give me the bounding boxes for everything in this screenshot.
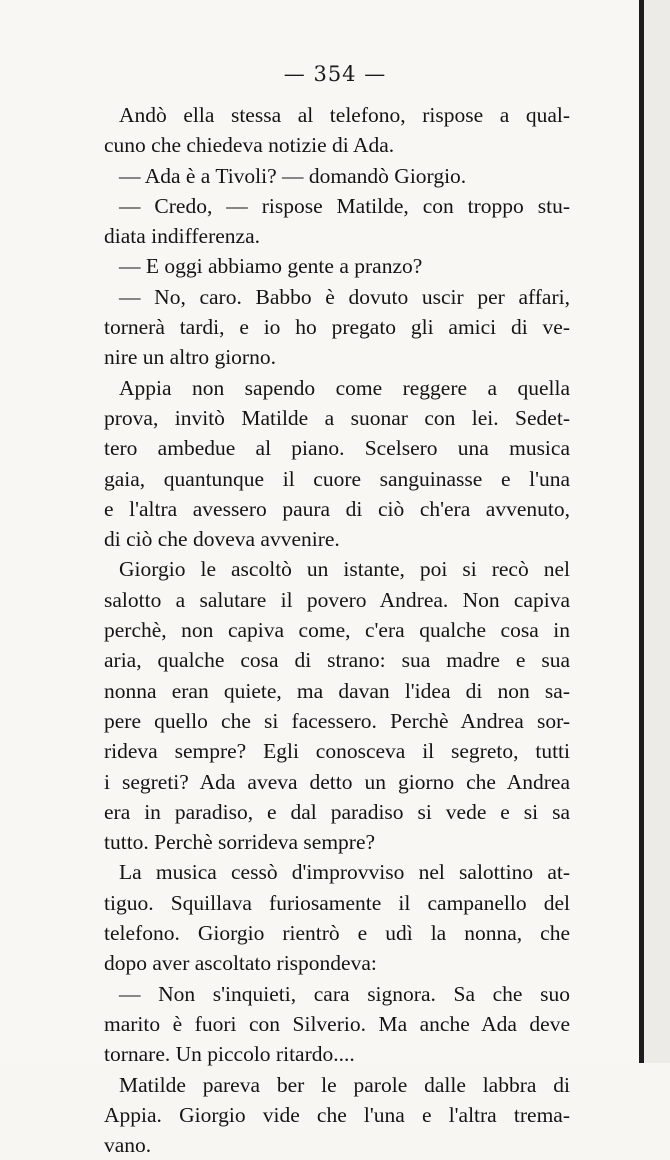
text-line: dopo aver ascoltato rispondeva: (104, 951, 377, 976)
text-line: era in paradiso, e dal paradiso si vede e si sa (104, 799, 570, 824)
text-line: aria, qualche cosa di strano: sua madre e sua (104, 648, 570, 673)
text-line: Appia. Giorgio vide che l'una e l'altra trema- (104, 1102, 570, 1127)
text-line: cuno che chiedeva notizie di Ada. (104, 133, 395, 158)
text-line: — Credo, — rispose Matilde, con troppo stu- (119, 193, 570, 218)
text-line: — Ada è a Tivoli? — domandò Giorgio. (119, 163, 467, 188)
text-line: diata indifferenza. (104, 224, 260, 249)
text-line: salotto a salutare il povero Andrea. Non capiva (104, 587, 570, 612)
page-edge-line (639, 0, 644, 1063)
text-line: Andò ella stessa al telefono, rispose a qual- (119, 103, 570, 127)
text-line: — No, caro. Babbo è dovuto uscir per affari, (119, 284, 570, 309)
text-line: di ciò che doveva avvenire. (104, 527, 340, 552)
text-line: nonna eran quiete, ma davan l'idea di non sa- (104, 678, 570, 703)
text-line: — E oggi abbiamo gente a pranzo? (119, 254, 423, 279)
text-line: prova, invitò Matilde a suonar con lei. Sedet- (104, 405, 570, 430)
text-line: La musica cessò d'improvviso nel salottino at- (119, 860, 570, 885)
text-line: telefono. Giorgio rientrò e udì la nonna, che (104, 921, 570, 946)
text-line: i segreti? Ada aveva detto un giorno che Andrea (104, 769, 570, 794)
text-line: Matilde pareva ber le parole dalle labbra di (119, 1072, 570, 1097)
text-line: vano. (104, 1133, 152, 1158)
body-text (104, 100, 570, 1160)
text-line: perchè, non capiva come, c'era qualche cosa in (104, 618, 570, 643)
text-line: tornerà tardi, e io ho pregato gli amici di ve- (104, 315, 570, 340)
text-line: tiguo. Squillava furiosamente il campanello del (104, 890, 570, 915)
text-line: Giorgio le ascoltò un istante, poi si recò nel (119, 557, 570, 582)
text-line: — Non s'inquieti, cara signora. Sa che suo (119, 981, 570, 1006)
text-line: e l'altra avessero paura di ciò ch'era avvenuto, (104, 496, 570, 521)
text-line: tero ambedue al piano. Scelsero una musica (104, 436, 570, 461)
text-line: nire un altro giorno. (104, 345, 276, 370)
page-edge-shade (644, 0, 670, 1063)
text-line: gaia, quantunque il cuore sanguinasse e l'una (104, 466, 570, 491)
text-line: tornare. Un piccolo ritardo.... (104, 1042, 355, 1067)
text-line: marito è fuori con Silverio. Ma anche Ada deve (104, 1011, 570, 1036)
page-number: — 354 — (283, 62, 387, 86)
text-line: tutto. Perchè sorrideva sempre? (104, 830, 376, 855)
text-line: pere quello che si facessero. Perchè Andrea sor- (104, 708, 570, 733)
text-line: Appia non sapendo come reggere a quella (119, 375, 570, 400)
text-line: rideva sempre? Egli conosceva il segreto, tutti (104, 739, 570, 764)
